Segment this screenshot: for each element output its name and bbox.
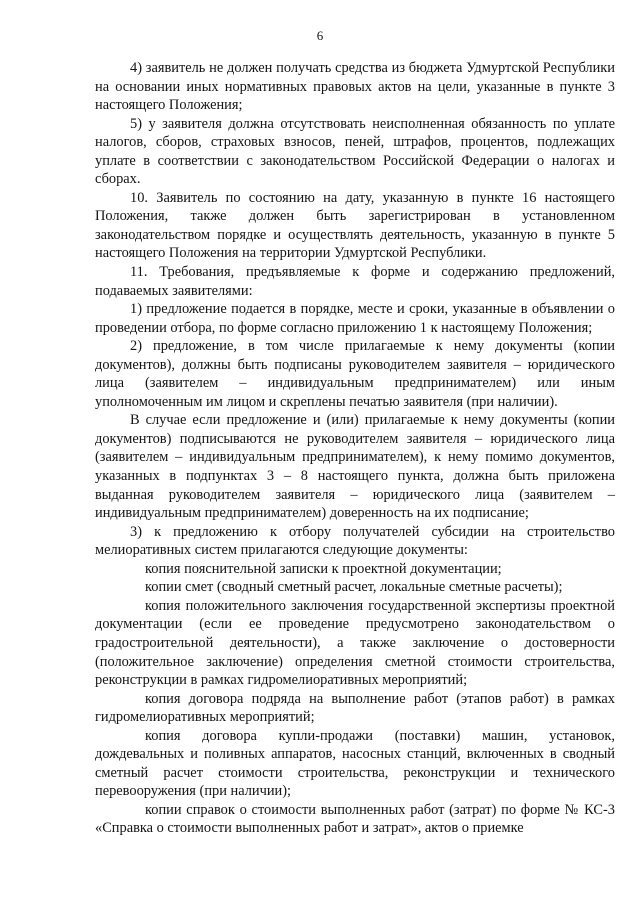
paragraph-clause-11: 11. Требования, предъявляемые к форме и содержанию предложений, подаваемых заявителями: <box>95 264 615 299</box>
paragraph-subitem-1: 1) предложение подается в порядке, месте и сроки, указанные в объявлении о проведении отбора, по форме согласно приложению 1 к настоящему Положения; <box>95 301 615 336</box>
page-number: 6 <box>316 28 324 43</box>
list-item: копии справок о стоимости выполненных работ (затрат) по форме № КС-3 «Справка о стоимости выполненных работ и затрат», актов о приемке <box>95 801 615 837</box>
paragraph-item-5: 5) у заявителя должна отсутствовать неисполненная обязанность по уплате налогов, сборов, страховых взносов, пеней, штрафов, процентов, подлежащих уплате в соответствии с законодательством Российской Федерации о налогах и сборах. <box>95 115 615 188</box>
list-item: копии смет (сводный сметный расчет, локальные сметные расчеты); <box>145 579 563 596</box>
document-body <box>95 59 615 838</box>
list-item: копия пояснительной записки к проектной документации; <box>145 560 502 577</box>
list-item: копия договора подряда на выполнение работ (этапов работ) в рамках гидромелиоративных мероприятий; <box>95 690 615 726</box>
paragraph-item-4: 4) заявитель не должен получать средства из бюджета Удмуртской Республики на основании иных нормативных правовых актов на цели, указанные в пункте 3 настоящего Положения; <box>95 60 615 114</box>
paragraph-subitem-3: 3) к предложению к отбору получателей субсидии на строительство мелиоративных систем прилагаются следующие документы: <box>95 523 615 559</box>
paragraph-clause-10: 10. Заявитель по состоянию на дату, указанную в пункте 16 настоящего Положения, также должен быть зарегистрирован в установленном законодательством порядке и осуществлять деятельность, указанную в пункте 5 настоящего Положения на территории Удмуртской Республики. <box>95 189 615 262</box>
paragraph-subitem-2: 2) предложение, в том числе прилагаемые к нему документы (копии документов), должны быть подписаны руководителем заявителя – юридического лица (заявителем – индивидуальным предпринимателем) или иным уполномоченным им лицом и скреплены печатью заявителя (при наличии). <box>95 338 615 410</box>
paragraph-power-of-attorney: В случае если предложение и (или) прилагаемые к нему документы (копии документов) подписываются не руководителем заявителя – юридического лица (заявителем – индивидуальным предпринимателем), к нему помимо документов, указанных в подпунктах 3 – 8 настоящего пункта, должна быть приложена выданная руководителем заявителя – юридического лица (заявителем – индивидуальным предпринимателем) доверенность на их подписание; <box>95 412 615 522</box>
list-item: копия положительного заключения государственной экспертизы проектной документации (если ее проведение предусмотрено законодательством о градостроительной деятельности), а также заключение о достоверности (положительное заключение) определения сметной стоимости строительства, реконструкции в рамках гидромелиоративных мероприятий; <box>95 597 615 689</box>
list-item: копия договора купли-продажи (поставки) машин, установок, дождевальных и поливных аппаратов, насосных станций, включенных в сводный сметный расчет стоимости строительства, реконструкции и технического перевооружения (при наличии); <box>95 727 615 800</box>
